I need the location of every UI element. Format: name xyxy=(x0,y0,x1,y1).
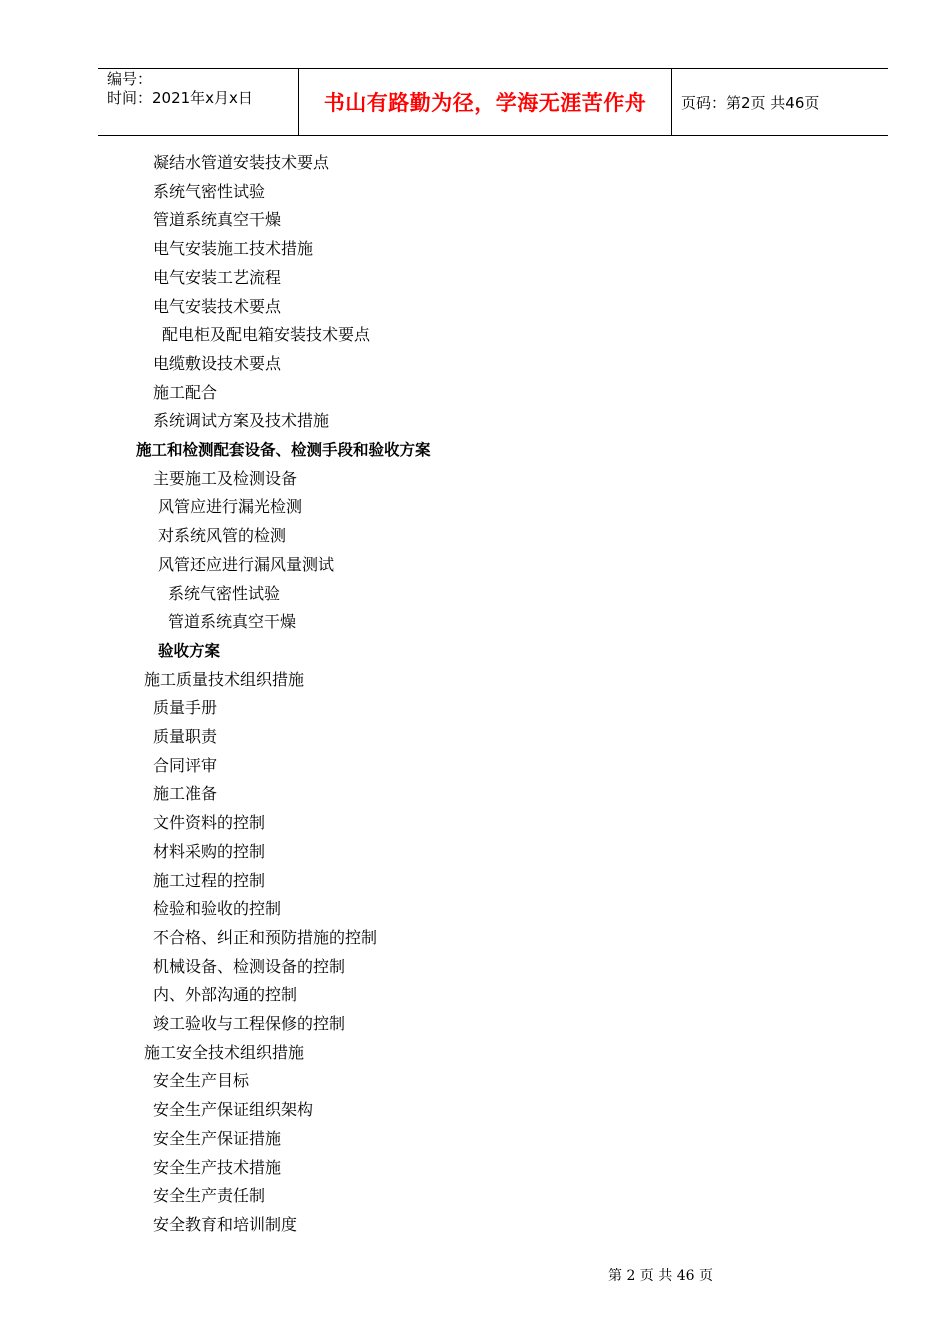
toc-entry: 不合格、纠正和预防措施的控制 xyxy=(153,928,378,947)
toc-heading: 验收方案 xyxy=(158,642,221,660)
toc-entry: 凝结水管道安装技术要点 xyxy=(153,153,330,172)
header-page-info: 页码：第2页 共46页 xyxy=(681,93,820,112)
toc-entry: 检验和验收的控制 xyxy=(153,899,282,918)
toc-entry: 管道系统真空干燥 xyxy=(168,612,297,631)
toc-entry: 管道系统真空干燥 xyxy=(153,210,282,229)
date-label: 时间：2021年x月x日 xyxy=(107,89,253,107)
toc-entry: 质量手册 xyxy=(153,698,218,717)
toc-entry: 质量职责 xyxy=(153,727,218,746)
toc-entry: 机械设备、检测设备的控制 xyxy=(153,957,346,976)
toc-entry: 文件资料的控制 xyxy=(153,813,266,832)
toc-entry: 安全教育和培训制度 xyxy=(153,1215,298,1234)
toc-entry: 电缆敷设技术要点 xyxy=(153,354,282,373)
toc-entry: 安全生产保证组织架构 xyxy=(153,1100,314,1119)
toc-entry: 施工准备 xyxy=(153,784,218,803)
toc-entry: 主要施工及检测设备 xyxy=(153,469,298,488)
toc-entry: 风管还应进行漏风量测试 xyxy=(158,555,335,574)
toc-heading: 施工和检测配套设备、检测手段和验收方案 xyxy=(136,441,431,459)
toc-entry: 施工配合 xyxy=(153,383,218,402)
toc-entry: 施工过程的控制 xyxy=(153,871,266,890)
document-header xyxy=(98,68,888,136)
code-label: 编号： xyxy=(107,70,153,88)
header-slogan: 书山有路勤为径，学海无涯苦作舟 xyxy=(299,69,672,135)
toc-entry: 安全生产保证措施 xyxy=(153,1129,282,1148)
toc-entry: 风管应进行漏光检测 xyxy=(158,497,303,516)
toc-entry: 系统调试方案及技术措施 xyxy=(153,411,330,430)
toc-entry: 系统气密性试验 xyxy=(153,182,266,201)
toc-entry: 合同评审 xyxy=(153,756,218,775)
toc-entry: 内、外部沟通的控制 xyxy=(153,985,298,1004)
toc-entry: 电气安装工艺流程 xyxy=(153,268,282,287)
toc-entry: 电气安装技术要点 xyxy=(153,297,282,316)
toc-entry: 电气安装施工技术措施 xyxy=(153,239,314,258)
header-meta-cell xyxy=(98,69,299,135)
toc-entry: 施工安全技术组织措施 xyxy=(144,1043,305,1062)
toc-entry: 系统气密性试验 xyxy=(168,584,281,603)
toc-entry: 竣工验收与工程保修的控制 xyxy=(153,1014,346,1033)
toc-entry: 配电柜及配电箱安装技术要点 xyxy=(162,325,371,344)
toc-entry: 安全生产责任制 xyxy=(153,1186,266,1205)
toc-entry: 材料采购的控制 xyxy=(153,842,266,861)
page-footer: 第 2 页 共 46 页 xyxy=(608,1268,713,1284)
toc-entry: 安全生产目标 xyxy=(153,1071,250,1090)
toc-entry: 对系统风管的检测 xyxy=(158,526,287,545)
toc-entry: 施工质量技术组织措施 xyxy=(144,670,305,689)
toc-entry: 安全生产技术措施 xyxy=(153,1158,282,1177)
